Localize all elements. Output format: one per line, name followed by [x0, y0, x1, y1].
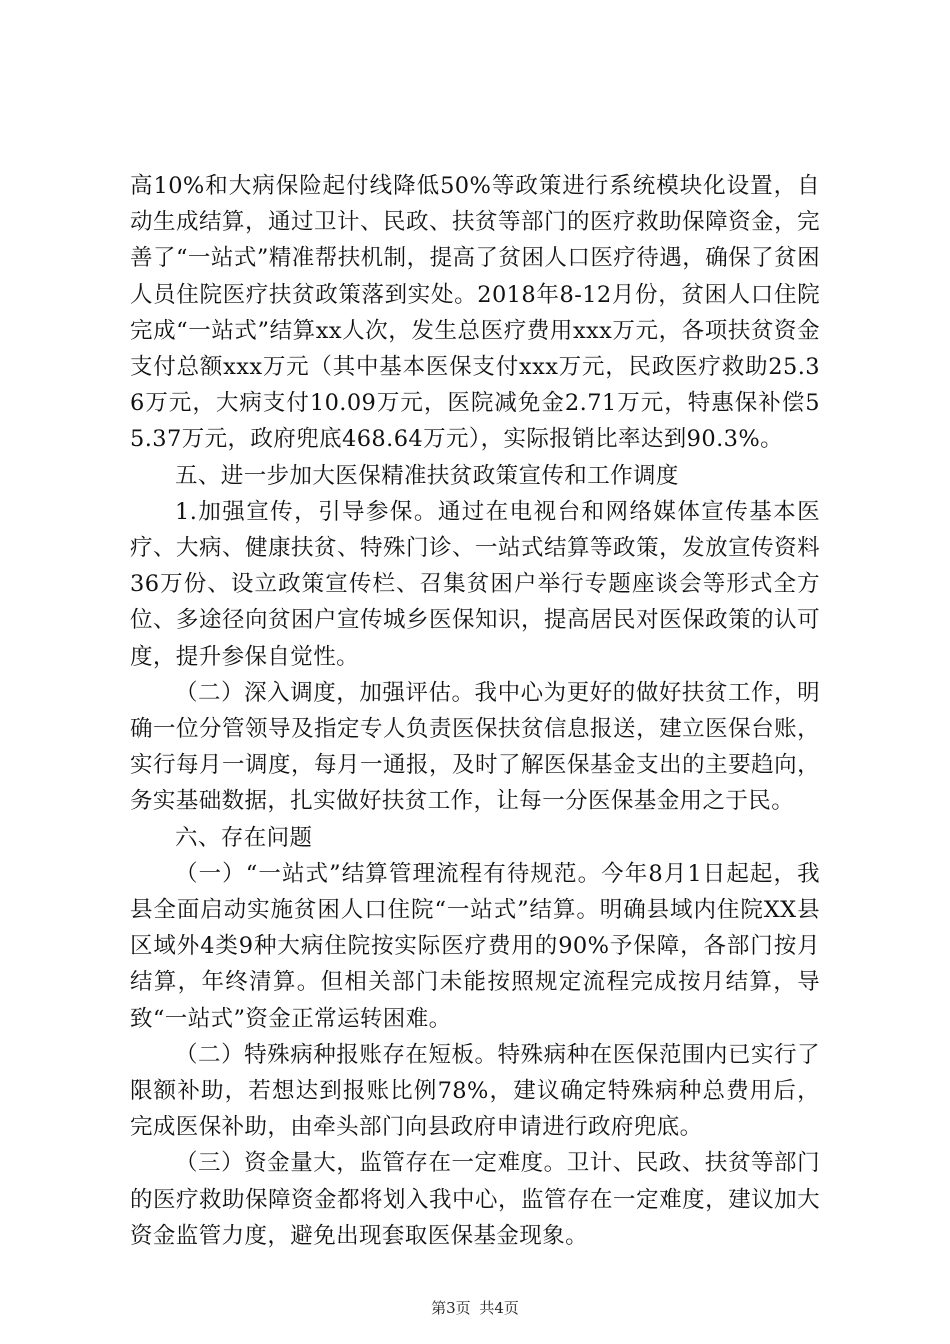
section-heading-6: 六、存在问题	[175, 824, 313, 851]
section-heading-5: 五、进一步加大医保精准扶贫政策宣传和工作调度	[175, 462, 679, 489]
page-total: 共4页	[479, 1299, 519, 1317]
paragraph-publicity: 1.加强宣传，引导参保。通过在电视台和网络媒体宣传基本医疗、大病、健康扶贫、特殊门诊、一站式结算等政策，发放宣传资料36万份、设立政策宣传栏、召集贫困户举行专题座谈会等形式全方位、多途径向贫困户宣传城乡医保知识，提高居民对医保政策的认可度，提升参保自觉性。	[130, 498, 820, 670]
paragraph-scheduling: （二）深入调度，加强评估。我中心为更好的做好扶贫工作，明确一位分管领导及指定专人负责医保扶贫信息报送，建立医保台账，实行每月一调度，每月一通报，及时了解医保基金支出的主要趋向，务实基础数据，扎实做好扶贫工作，让每一分医保基金用之于民。	[130, 679, 820, 815]
page-number: 第3页	[431, 1299, 471, 1317]
paragraph-issue-3: （三）资金量大，监管存在一定难度。卫计、民政、扶贫等部门的医疗救助保障资金都将划入我中心，监管存在一定难度，建议加大资金监管力度，避免出现套取医保基金现象。	[130, 1150, 820, 1249]
paragraph-issue-2: （二）特殊病种报账存在短板。特殊病种在医保范围内已实行了限额补助，若想达到报账比例78%，建议确定特殊病种总费用后，完成医保补助，由牵头部门向县政府申请进行政府兜底。	[130, 1041, 820, 1141]
page-footer	[0, 1298, 950, 1318]
paragraph-continued: 高10%和大病保险起付线降低50%等政策进行系统模块化设置，自动生成结算，通过卫计、民政、扶贫等部门的医疗救助保障资金，完善了“一站式”精准帮扶机制，提高了贫困人口医疗待遇，确保了贫困人员住院医疗扶贫政策落到实处。2018年8-12月份，贫困人口住院完成“一站式”结算xx人次，发生总医疗费用xxx万元，各项扶贫资金支付总额xxx万元（其中基本医保支付xxx万元，民政医疗救助25.36万元，大病支付10.09万元，医院减免金2.71万元，特惠保补偿55.37万元，政府兜底468.64万元），实际报销比率达到90.3%。	[130, 173, 820, 453]
paragraph-issue-1: （一）“一站式”结算管理流程有待规范。今年8月1日起起，我县全面启动实施贫困人口住院“一站式”结算。明确县域内住院XX县区域外4类9种大病住院按实际医疗费用的90%予保障，各部门按月结算，年终清算。但相关部门未能按照规定流程完成按月结算，导致“一站式”资金正常运转困难。	[130, 860, 820, 1032]
document-body	[130, 168, 820, 1254]
